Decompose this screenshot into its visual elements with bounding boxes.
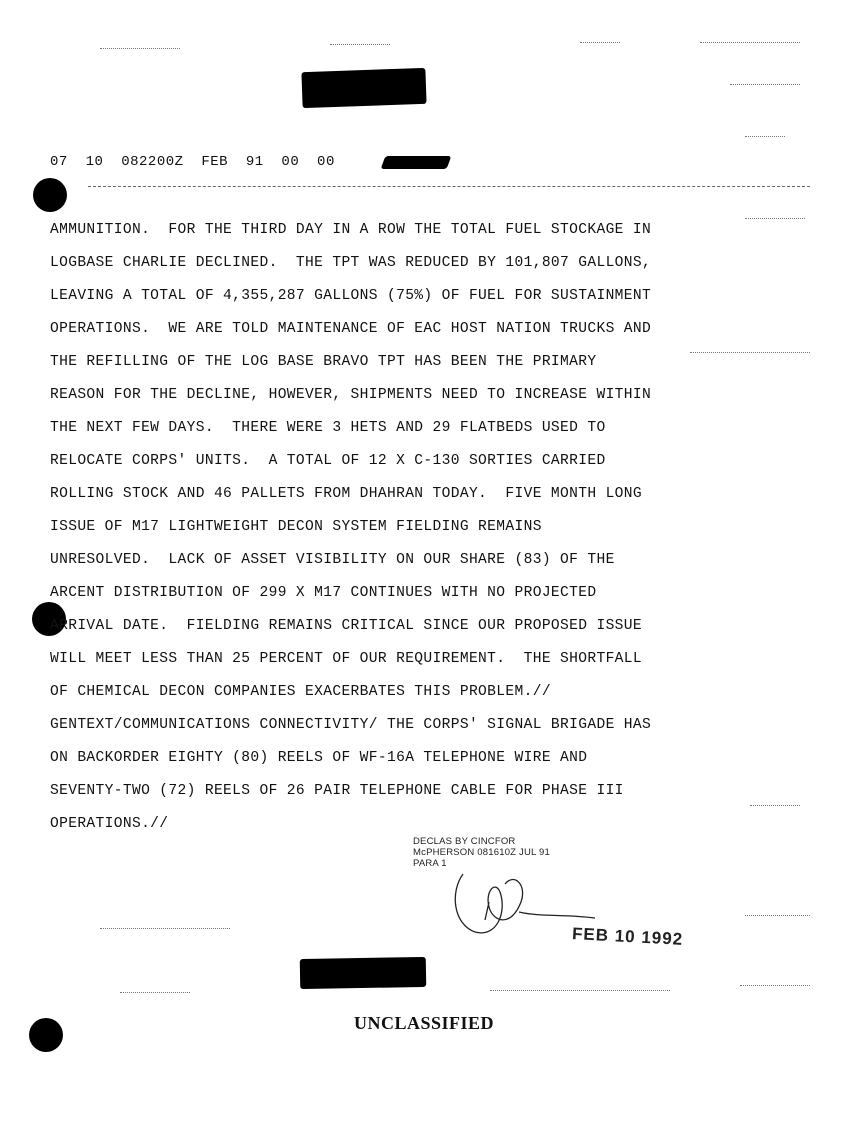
redaction-block-top xyxy=(301,68,426,108)
scan-noise xyxy=(490,990,670,992)
body-line: ARRIVAL DATE. FIELDING REMAINS CRITICAL SINCE OUR PROPOSED ISSUE xyxy=(50,618,642,634)
body-line: RELOCATE CORPS' UNITS. A TOTAL OF 12 X C-130 SORTIES CARRIED xyxy=(50,453,606,469)
classification-marking: UNCLASSIFIED xyxy=(353,1013,495,1033)
scan-noise xyxy=(100,48,180,50)
message-body xyxy=(50,220,740,847)
declass-line-3: PARA 1 xyxy=(413,858,447,869)
scan-noise xyxy=(745,136,785,138)
body-line: REASON FOR THE DECLINE, HOWEVER, SHIPMENTS NEED TO INCREASE WITHIN xyxy=(50,387,652,403)
body-line: GENTEXT/COMMUNICATIONS CONNECTIVITY/ THE CORPS' SIGNAL BRIGADE HAS xyxy=(50,717,652,733)
body-line: ROLLING STOCK AND 46 PALLETS FROM DHAHRAN TODAY. FIVE MONTH LONG xyxy=(50,486,642,502)
scan-noise xyxy=(330,44,390,46)
body-line: OPERATIONS.// xyxy=(50,816,169,832)
declass-line-2: McPHERSON 081610Z JUL 91 xyxy=(413,847,550,858)
declass-line-1: DECLAS BY CINCFOR xyxy=(413,836,516,847)
body-line: UNRESOLVED. LACK OF ASSET VISIBILITY ON OUR SHARE (83) OF THE xyxy=(50,552,615,568)
message-header: 07 10 082200Z FEB 91 00 00 xyxy=(50,154,335,170)
scan-noise xyxy=(750,805,800,807)
body-line: OF CHEMICAL DECON COMPANIES EXACERBATES THIS PROBLEM.// xyxy=(50,684,551,700)
body-line: OPERATIONS. WE ARE TOLD MAINTENANCE OF EAC HOST NATION TRUCKS AND xyxy=(50,321,652,337)
body-line: ARCENT DISTRIBUTION OF 299 X M17 CONTINUES WITH NO PROJECTED xyxy=(50,585,597,601)
scan-noise xyxy=(580,42,620,44)
body-line: THE REFILLING OF THE LOG BASE BRAVO TPT HAS BEEN THE PRIMARY xyxy=(50,354,597,370)
body-line: SEVENTY-TWO (72) REELS OF 26 PAIR TELEPHONE CABLE FOR PHASE III xyxy=(50,783,624,799)
scan-noise xyxy=(100,928,230,930)
body-line: LOGBASE CHARLIE DECLINED. THE TPT WAS REDUCED BY 101,807 GALLONS, xyxy=(50,255,652,271)
punch-hole-icon xyxy=(33,178,67,212)
scan-noise xyxy=(700,42,800,44)
body-line: LEAVING A TOTAL OF 4,355,287 GALLONS (75%) OF FUEL FOR SUSTAINMENT xyxy=(50,288,652,304)
scan-noise xyxy=(740,985,810,987)
received-date-stamp: FEB 10 1992 xyxy=(571,924,684,949)
scan-noise xyxy=(120,992,190,994)
body-line: THE NEXT FEW DAYS. THERE WERE 3 HETS AND 29 FLATBEDS USED TO xyxy=(50,420,606,436)
scan-noise xyxy=(690,352,810,354)
body-line: AMMUNITION. FOR THE THIRD DAY IN A ROW THE TOTAL FUEL STOCKAGE IN xyxy=(50,222,652,238)
redaction-block-header xyxy=(381,156,452,169)
scan-noise xyxy=(745,218,805,220)
scan-noise xyxy=(730,84,800,86)
header-divider xyxy=(88,186,810,187)
scan-noise xyxy=(745,915,810,917)
body-line: ISSUE OF M17 LIGHTWEIGHT DECON SYSTEM FIELDING REMAINS xyxy=(50,519,542,535)
redaction-block-bottom xyxy=(300,957,427,989)
body-line: ON BACKORDER EIGHTY (80) REELS OF WF-16A TELEPHONE WIRE AND xyxy=(50,750,588,766)
body-line: WILL MEET LESS THAN 25 PERCENT OF OUR REQUIREMENT. THE SHORTFALL xyxy=(50,651,642,667)
